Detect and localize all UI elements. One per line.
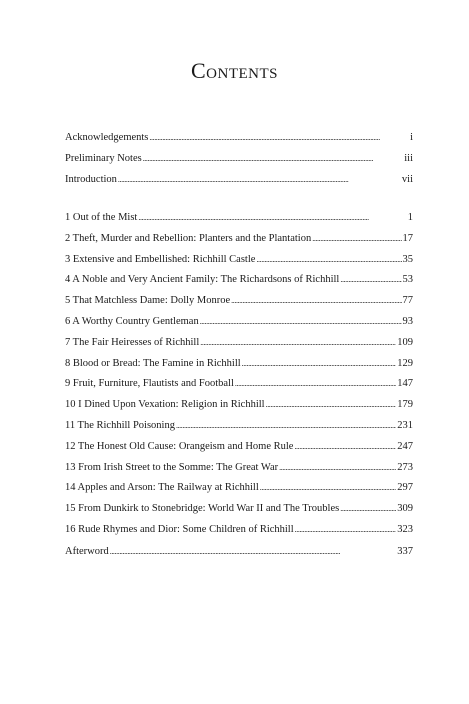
- toc-row-chapter: [65, 291, 413, 312]
- toc-row-chapter: [65, 229, 413, 250]
- toc-entry-title: 15 From Dunkirk to Stonebridge: World War II and The Troubles: [65, 503, 340, 515]
- toc-row-chapter: [65, 312, 413, 333]
- toc-page-number: 309: [397, 503, 413, 515]
- dot-leader: [138, 208, 406, 229]
- toc-page-number: 337: [397, 546, 413, 557]
- dot-leader: [118, 170, 401, 191]
- toc-entry-title: 11 The Richhill Poisoning: [65, 419, 175, 431]
- toc-entry-title: 3 Extensive and Embellished: Richhill Castle: [65, 253, 256, 265]
- dot-leader: [200, 312, 402, 333]
- toc-entry-title: 10 I Dined Upon Vexation: Religion in Richhill: [65, 399, 265, 411]
- dot-leader: [340, 499, 396, 520]
- toc-entry-title: 2 Theft, Murder and Rebellion: Planters and the Plantation: [65, 232, 312, 244]
- toc-row-chapter: [65, 208, 413, 229]
- dot-leader: [149, 128, 409, 149]
- toc-entry-title: 16 Rude Rhymes and Dior: Some Children of Richhill: [65, 523, 294, 535]
- dot-leader: [266, 395, 397, 416]
- toc-row-back-matter: [65, 542, 413, 563]
- dot-leader: [294, 437, 396, 458]
- toc-row-front-matter: [65, 170, 413, 191]
- dot-leader: [143, 149, 404, 170]
- toc-entry-title: 4 A Noble and Very Ancient Family: The Richardsons of Richhill: [65, 274, 340, 286]
- toc-entry-title: Acknowledgements: [65, 132, 149, 143]
- page-title: Contents: [190, 58, 278, 83]
- front-matter-list: [65, 128, 413, 190]
- toc-page-number: 35: [402, 253, 413, 265]
- toc-page-number: 231: [397, 419, 413, 431]
- toc-entry-title: 13 From Irish Street to the Somme: The Great War: [65, 461, 279, 473]
- toc-row-chapter: [65, 270, 413, 291]
- toc-page-number: 179: [397, 399, 413, 411]
- dot-leader: [340, 270, 401, 291]
- dot-leader: [256, 250, 401, 271]
- toc-page-number: 17: [402, 232, 413, 244]
- dot-leader: [279, 458, 396, 479]
- toc-page-number: vii: [401, 173, 413, 185]
- toc-page-number: 297: [397, 482, 413, 494]
- toc-entry-title: 8 Blood or Bread: The Famine in Richhill: [65, 357, 241, 369]
- toc-row-chapter: [65, 458, 413, 479]
- toc-row-chapter: [65, 374, 413, 395]
- toc-page-number: 273: [397, 461, 413, 473]
- chapter-list: [65, 208, 413, 541]
- toc-row-chapter: [65, 437, 413, 458]
- dot-leader: [260, 478, 397, 499]
- dot-leader: [242, 354, 397, 375]
- dot-leader: [235, 374, 396, 395]
- toc-entry-title: 9 Fruit, Furniture, Flautists and Football: [65, 378, 234, 390]
- toc-row-chapter: [65, 333, 413, 354]
- toc-page-number: iii: [404, 152, 413, 164]
- toc-row-front-matter: [65, 149, 413, 170]
- toc-entry-title: 5 That Matchless Dame: Dolly Monroe: [65, 295, 231, 307]
- toc-page-number: 147: [397, 378, 413, 390]
- toc-entry-title: 1 Out of the Mist: [65, 212, 138, 223]
- toc-page-number: 93: [402, 315, 413, 327]
- toc-entry-title: 14 Apples and Arson: The Railway at Richhill: [65, 482, 259, 494]
- toc-page-number: 323: [397, 523, 413, 535]
- toc-row-chapter: [65, 395, 413, 416]
- toc-page-number: 53: [402, 274, 413, 286]
- dot-leader: [295, 520, 397, 541]
- toc-page-number: 129: [397, 357, 413, 369]
- dot-leader: [231, 291, 401, 312]
- toc-entry-title: 7 The Fair Heiresses of Richhill: [65, 336, 200, 348]
- dot-leader: [312, 229, 401, 250]
- dot-leader: [176, 416, 396, 437]
- toc-page-number: 109: [397, 336, 413, 348]
- toc-row-chapter: [65, 478, 413, 499]
- toc-row-chapter: [65, 499, 413, 520]
- dot-leader: [110, 542, 397, 563]
- toc-entry-title: Introduction: [65, 173, 117, 185]
- toc-row-front-matter: [65, 128, 413, 149]
- dot-leader: [200, 333, 396, 354]
- toc-page-number: 1: [407, 212, 413, 223]
- toc-row-chapter: [65, 416, 413, 437]
- toc-page-number: 77: [402, 295, 413, 307]
- toc-entry-title: Preliminary Notes: [65, 152, 142, 164]
- toc-row-chapter: [65, 250, 413, 271]
- toc-page-number: i: [410, 132, 413, 143]
- back-matter-list: [65, 542, 413, 563]
- toc-row-chapter: [65, 354, 413, 375]
- toc-entry-title: Afterword: [65, 546, 109, 557]
- toc-page-number: 247: [397, 440, 413, 452]
- toc-row-chapter: [65, 520, 413, 541]
- toc-entry-title: 12 The Honest Old Cause: Orangeism and Home Rule: [65, 440, 294, 452]
- toc-entry-title: 6 A Worthy Country Gentleman: [65, 315, 199, 327]
